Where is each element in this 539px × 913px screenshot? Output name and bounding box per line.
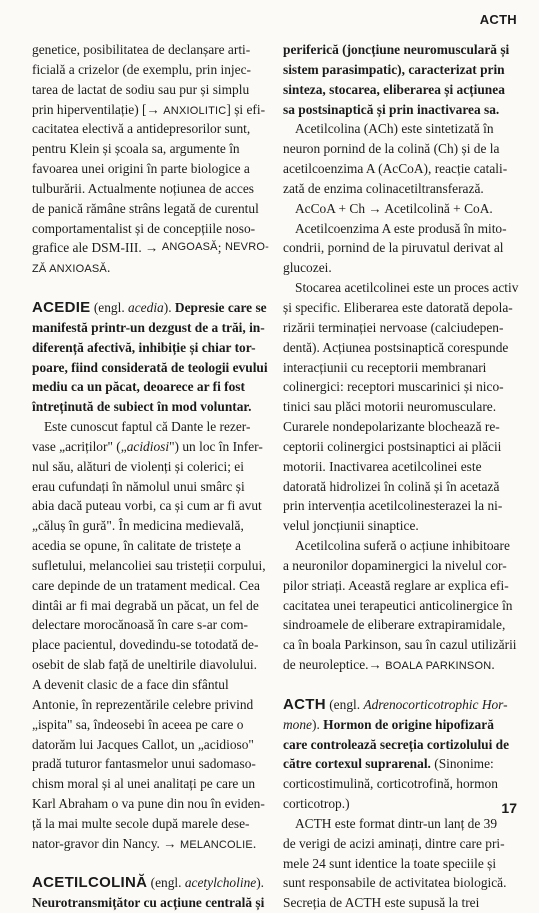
text-line: ță la mai multe secole după marele dese- — [32, 815, 250, 831]
cross-reference[interactable]: ZĂ ANXIOASĂ — [32, 263, 107, 276]
text-line: tulburării. Actualmente noțiunea de acces — [32, 180, 254, 196]
text-line: condrii, pornind de la piruvatul derivat al — [283, 240, 504, 256]
text-line: Acetilcolina (ACh) este sintetizată în — [295, 121, 494, 137]
definition-line: întreținută de subiect în mod voluntar. — [32, 399, 252, 415]
text-line: colinergici: receptori muscarinici și nico- — [283, 379, 504, 395]
entry-heading: ACETILCOLINĂ (engl. acetylcholine). — [32, 874, 265, 892]
definition-line: către cortexul suprarenal. (Sinonime: — [283, 756, 494, 772]
definition-line: periferică (joncțiune neuromusculară și — [283, 42, 510, 57]
entry-heading: ACTH (engl. Adrenocorticotrophic Hor- — [283, 695, 508, 713]
text-line: mele 24 sunt identice la toate speciile și — [283, 855, 497, 871]
text-line: acetilcoenzima A (AcCoA), reacție catali- — [283, 161, 508, 177]
definition-line: mediu ca un păcat, deoarece ar fi fost — [32, 379, 245, 395]
text-line: A devenit clasic de a face din sfântul — [32, 677, 229, 692]
text-line: comportamentalist și de concepțiile noso- — [32, 220, 256, 236]
text-line: a neuronilor dopaminergici la nivelul cor- — [283, 557, 507, 573]
equation: AcCoA + Ch → Acetilcolină + CoA. — [295, 200, 493, 216]
text-line: datorăm lui Jacques Callot, un „acidioso" — [32, 736, 254, 752]
text-line: nator-gravor din Nancy. → MELANCOLIE. — [32, 835, 257, 851]
definition-line: diferență afectivă, inhibiție și chiar tor- — [32, 339, 256, 355]
running-head: ACTH — [479, 12, 517, 27]
text-line: glucozei. — [283, 260, 332, 276]
text-line: „ispita" sa, îndeosebi în aceea pe care o — [32, 716, 244, 732]
text-line: rizării terminației nervoase (calciudepen- — [283, 319, 504, 335]
left-column — [32, 40, 269, 913]
definition-line: sa postsinaptică și prin inactivarea sa. — [283, 101, 500, 117]
entry-headword: ACTH — [283, 695, 326, 713]
text-line: dentă). Acțiunea postsinaptică corespunde — [283, 339, 509, 355]
text-line: delectare morocănoasă în care s-ar com- — [32, 617, 248, 633]
definition-line: Neurotransmițător cu acțiune centrală și — [32, 895, 265, 911]
text-line: Acetilcolina suferă o acțiune inhibitoare — [295, 538, 510, 554]
text-line: sunt responsabile de activitatea biologică. — [283, 875, 507, 891]
cross-reference[interactable]: BOALA PARKINSON — [385, 660, 492, 673]
text-line: cacitatea unei terapeutici anticolinergice în — [283, 597, 513, 613]
text-line: de neuroleptice.→ BOALA PARKINSON. — [283, 657, 495, 673]
text-line: zată de enzima colinacetiltransferază. — [283, 180, 484, 196]
text-line: ca în boala Parkinson, sau în cazul utilizării — [283, 637, 517, 653]
text-line: pradă tuturor fantasmelor unui sadomaso- — [32, 756, 256, 772]
text-line: prin intervenția acetilcolinesterazei la ni- — [283, 498, 503, 514]
text-line: velul joncțiunii sinaptice. — [283, 518, 419, 534]
entry-headword: ACEDIE — [32, 298, 91, 316]
text-line: genetice, posibilitatea de declanșare arti- — [32, 42, 251, 57]
text-line: corticostimulină, corticotrofină, hormon — [283, 776, 498, 792]
text-line: tinici sau plăci motorii neuromusculare. — [283, 399, 497, 415]
text-line: vase „acriților" („acidiosi") un loc în Infer- — [32, 438, 263, 454]
text-line: „căluș în gură". În medicina medievală, — [32, 518, 244, 534]
entry-heading: ACEDIE (engl. acedia). Depresie care se — [32, 298, 267, 316]
text-line: favoarea unei origini în parte biologice a — [32, 161, 250, 177]
text-line: neuron pornind de la colină (Ch) și de la — [283, 141, 500, 157]
text-line: ceptorii colinergici postsinaptici ai plăcii — [283, 438, 502, 454]
text-line: nul său, alături de violenți și colerici; ei — [32, 458, 244, 474]
text-line: ACTH este format dintr-un lanț de 39 — [295, 815, 498, 831]
text-line: sindroamele de eliberare extrapiramidale, — [283, 617, 506, 633]
text-line: pilor striați. Această reglare ar explica efi- — [283, 577, 509, 593]
definition-line: poare, fiind considerată de teologii evului — [32, 359, 268, 375]
text-line: ficială a crizelor (de exemplu, prin injec- — [32, 61, 251, 77]
text-line: Este cunoscut faptul că Dante le rezer- — [44, 419, 251, 435]
definition-line: manifestă printr-un dezgust de a trăi, in- — [32, 319, 265, 335]
text-line: Stocarea acetilcolinei este un proces activ — [295, 280, 519, 296]
text-line: Antonie, în reprezentările celebre privind — [32, 696, 254, 712]
text-line: Acetilcoenzima A este produsă în mito- — [295, 220, 507, 236]
text-line: abia dacă puteau vorbi, ca și cum ar fi avut — [32, 498, 262, 514]
text-line: motorii. Inactivarea acetilcolinei este — [283, 458, 482, 474]
text-line: grafice ale DSM-III. → ANGOASĂ ; NEVRO- — [32, 238, 269, 258]
text-line: cacitatea electivă a antidepresorilor sunt, — [32, 121, 251, 137]
text-line: prin hiperventilație) [→ ANXIOLITIC] și efi- — [32, 101, 266, 117]
text-line: de verigi de acizi aminați, dintre care pri- — [283, 835, 505, 851]
entry-heading: mone). Hormon de origine hipofizară — [283, 716, 494, 732]
text-line: pentru Klein și școala sa, argumente în — [32, 141, 240, 157]
cross-reference[interactable]: MELANCOLIE — [179, 838, 253, 851]
definition-line: sinteza, stocarea, eliberarea și acțiunea — [283, 81, 505, 97]
text-line: ZĂ ANXIOASĂ. — [32, 260, 111, 276]
text-line: datorată hidrolizei în colină și în acetază — [283, 478, 500, 494]
page-number: 17 — [501, 800, 517, 816]
cross-reference[interactable]: ANXIOLITIC — [163, 104, 227, 117]
text-line: Secreția de ACTH este supusă la trei — [283, 895, 480, 911]
text-line: osebit de slab față de uneltirile diavolului. — [32, 657, 257, 673]
text-line: place pacientul, dovedindu-se totodată de- — [32, 637, 259, 653]
text-line: chism moral și al unei analitați pe care un — [32, 776, 256, 792]
entry-headword: ACETILCOLINĂ — [32, 874, 148, 892]
definition-line: sistem parasimpatic), caracterizat prin — [283, 61, 505, 77]
definition-line: care controlează secreția cortizolului de — [283, 736, 510, 752]
right-column — [283, 40, 519, 913]
text-line: erau cufundați în nămolul unui smârc și — [32, 478, 245, 494]
cross-reference[interactable]: ANGOASĂ — [161, 241, 218, 254]
text-line: care depinde de un tratament medical. Cea — [32, 577, 260, 593]
text-line: de panică rămâne strâns legată de curentul — [32, 200, 259, 216]
cross-reference[interactable]: NEVRO- — [224, 241, 269, 254]
text-line: și specific. Eliberarea este datorată depola- — [283, 299, 513, 315]
text-line: Karl Abraham o va pune din nou în eviden- — [32, 796, 265, 812]
text-line: dintâi ar fi mai degrabă un păcat, un fel de — [32, 597, 259, 613]
text-line: acedia se opune, în calitate de tristețe a — [32, 538, 241, 554]
text-line: sufletului, melancoliei sau tristeții corpului, — [32, 557, 266, 573]
text-line: interacțiunii cu receptorii membranari — [283, 359, 487, 375]
text-line: Curarele nondepolarizante blochează re- — [283, 419, 500, 435]
text-line: tarea de lactat de sodiu sau pur și simplu — [32, 81, 250, 97]
text-line: corticotrop.) — [283, 796, 350, 812]
